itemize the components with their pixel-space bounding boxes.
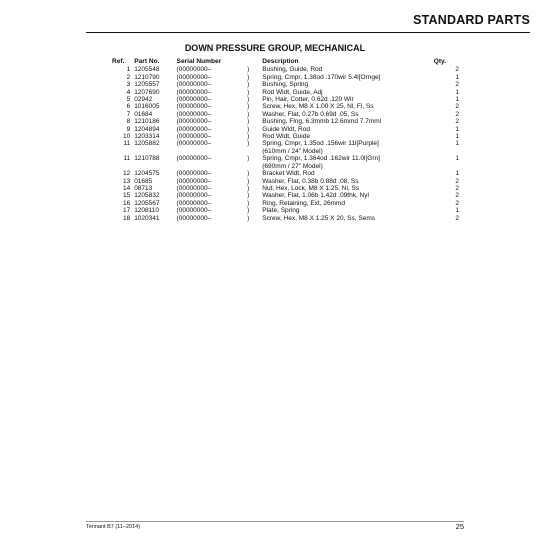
serial-close-paren: ) bbox=[247, 73, 250, 81]
description-cell bbox=[262, 96, 433, 103]
qty-cell: 2 bbox=[455, 177, 459, 185]
table-row bbox=[112, 185, 462, 192]
ref-cell: 7 bbox=[126, 110, 131, 118]
serial-number-cell: (00000000– bbox=[176, 140, 212, 148]
part-number-cell: 1205548 bbox=[134, 66, 160, 74]
ref-cell: 6 bbox=[126, 103, 131, 111]
part-number-cell: 1016005 bbox=[134, 103, 160, 111]
parts-table-body bbox=[112, 66, 462, 222]
col-header-description: Description bbox=[262, 58, 299, 65]
qty-cell: 2 bbox=[455, 81, 459, 89]
parts-table bbox=[112, 58, 462, 222]
qty-cell: 2 bbox=[455, 118, 459, 126]
description-line: Plate, Spring bbox=[262, 207, 300, 215]
description-line: Screw, Hex, M8 X 1.25 X 20, Ss, Sems bbox=[262, 214, 375, 222]
table-row bbox=[112, 140, 462, 155]
serial-close-paren: ) bbox=[247, 140, 250, 148]
serial-number-cell: (00000000– bbox=[176, 155, 212, 163]
description-cell bbox=[262, 103, 433, 110]
qty-cell: 2 bbox=[455, 103, 459, 111]
qty-cell: 2 bbox=[455, 199, 459, 207]
footer-divider bbox=[86, 521, 464, 522]
description-line: Ring, Retaining, Ext, 26mmd bbox=[262, 199, 345, 207]
ref-cell: 14 bbox=[122, 184, 131, 192]
table-row bbox=[112, 103, 462, 110]
col-header-ref: Ref. bbox=[112, 58, 125, 65]
qty-cell: 2 bbox=[455, 110, 459, 118]
part-number-cell: 1204894 bbox=[134, 125, 160, 133]
qty-cell: 1 bbox=[455, 207, 459, 215]
description-line: Rod Wldt, Guide, Adj bbox=[262, 88, 323, 96]
description-cell bbox=[262, 185, 433, 192]
table-row bbox=[112, 74, 462, 81]
serial-number-cell: (00000000– bbox=[176, 103, 212, 111]
table-row bbox=[112, 207, 462, 214]
part-number-cell: 1203314 bbox=[134, 133, 160, 141]
serial-number-cell: (00000000– bbox=[176, 192, 212, 200]
serial-close-paren: ) bbox=[247, 133, 250, 141]
serial-number-cell: (00000000– bbox=[176, 73, 212, 81]
description-line: Spring, Cmpr, 1.38od .170wir 5.4l[Ornge] bbox=[262, 73, 381, 81]
serial-close-paren: ) bbox=[247, 118, 250, 126]
col-header-part-no: Part No. bbox=[134, 58, 160, 65]
serial-close-paren: ) bbox=[247, 177, 250, 185]
description-line: Pin, Hair, Cotter, 0.62d .120 Wir bbox=[262, 96, 354, 104]
part-number-cell: 1210186 bbox=[134, 118, 160, 126]
serial-close-paren: ) bbox=[247, 214, 250, 222]
col-header-spacer bbox=[247, 58, 262, 66]
serial-close-paren: ) bbox=[247, 170, 250, 178]
description-line: Spring, Cmpr, 1.35od .156wir 11l[Purple] bbox=[262, 140, 379, 148]
part-number-cell: 01684 bbox=[134, 110, 153, 118]
description-cell bbox=[262, 89, 433, 96]
serial-close-paren: ) bbox=[247, 207, 250, 215]
serial-number-cell: (00000000– bbox=[176, 214, 212, 222]
qty-cell: 1 bbox=[455, 96, 459, 104]
part-number-cell: 02942 bbox=[134, 96, 153, 104]
section-title: DOWN PRESSURE GROUP, MECHANICAL bbox=[184, 43, 366, 53]
serial-close-paren: ) bbox=[247, 155, 250, 163]
part-number-cell: 1205832 bbox=[134, 192, 160, 200]
description-cell bbox=[262, 192, 433, 199]
ref-cell: 8 bbox=[126, 118, 131, 126]
part-number-cell: 1205557 bbox=[134, 81, 160, 89]
description-line: Washer, Flat, 1.06b 1.42d .09thk, Nyl bbox=[262, 192, 369, 200]
page-header-title: STANDARD PARTS bbox=[413, 13, 530, 27]
table-row bbox=[112, 118, 462, 125]
ref-cell: 18 bbox=[122, 214, 131, 222]
description-cell bbox=[262, 207, 433, 214]
description-line: Washer, Flat, 0.38b 0.88d .08, Ss bbox=[262, 177, 359, 185]
serial-close-paren: ) bbox=[247, 184, 250, 192]
description-line: Washer, Flat, 0.27b 0.69d .05, Ss bbox=[262, 110, 359, 118]
serial-number-cell: (00000000– bbox=[176, 88, 212, 96]
serial-number-cell: (00000000– bbox=[176, 184, 212, 192]
serial-number-cell: (00000000– bbox=[176, 177, 212, 185]
serial-close-paren: ) bbox=[247, 110, 250, 118]
part-number-cell: 1020341 bbox=[134, 214, 160, 222]
qty-cell: 1 bbox=[455, 125, 459, 133]
serial-number-cell: (00000000– bbox=[176, 110, 212, 118]
ref-cell: 13 bbox=[122, 177, 131, 185]
serial-close-paren: ) bbox=[247, 125, 250, 133]
qty-cell: 2 bbox=[455, 192, 459, 200]
serial-number-cell: (00000000– bbox=[176, 66, 212, 74]
serial-close-paren: ) bbox=[247, 199, 250, 207]
description-cell bbox=[262, 200, 433, 207]
description-cell bbox=[262, 81, 433, 88]
ref-cell: 17 bbox=[122, 207, 131, 215]
qty-cell: 2 bbox=[455, 184, 459, 192]
ref-cell: 2 bbox=[126, 73, 131, 81]
ref-cell: 10 bbox=[122, 133, 131, 141]
table-row bbox=[112, 200, 462, 207]
part-number-cell: 1204575 bbox=[134, 170, 160, 178]
description-cell bbox=[262, 178, 433, 185]
table-row bbox=[112, 111, 462, 118]
description-cell bbox=[262, 74, 433, 81]
description-line: Nut, Hex, Lock, M8 X 1.25, Nl, Ss bbox=[262, 184, 360, 192]
description-line: Screw, Hex, M8 X 1.00 X 25, Nl, Fl, Ss bbox=[262, 103, 374, 111]
qty-cell: 1 bbox=[455, 73, 459, 81]
description-cell bbox=[262, 111, 433, 118]
qty-cell: 1 bbox=[455, 170, 459, 178]
table-row bbox=[112, 133, 462, 140]
part-number-cell: 1210790 bbox=[134, 73, 160, 81]
description-line: Guide Wldt, Rod bbox=[262, 125, 310, 133]
serial-number-cell: (00000000– bbox=[176, 133, 212, 141]
serial-number-cell: (00000000– bbox=[176, 207, 212, 215]
ref-cell: 1 bbox=[126, 66, 131, 74]
ref-cell: 15 bbox=[122, 192, 131, 200]
ref-cell: 4 bbox=[126, 88, 131, 96]
serial-close-paren: ) bbox=[247, 66, 250, 74]
part-number-cell: 1205882 bbox=[134, 140, 160, 148]
table-header-row bbox=[112, 58, 462, 66]
part-number-cell: 01685 bbox=[134, 177, 153, 185]
description-line: (690mm / 27" Model) bbox=[262, 162, 323, 170]
part-number-cell: 1208110 bbox=[134, 207, 160, 215]
header-divider bbox=[86, 32, 530, 33]
qty-cell: 1 bbox=[455, 155, 459, 163]
ref-cell: 9 bbox=[126, 125, 131, 133]
description-line: Spring, Cmpr, 1.364od .162wir 11.0l[Grn] bbox=[262, 155, 380, 163]
serial-close-paren: ) bbox=[247, 81, 250, 89]
serial-close-paren: ) bbox=[247, 103, 250, 111]
table-row bbox=[112, 89, 462, 96]
ref-cell: 11 bbox=[123, 140, 131, 148]
table-row bbox=[112, 81, 462, 88]
description-cell bbox=[262, 140, 433, 155]
description-line: Bracket Wldt, Rod bbox=[262, 170, 315, 178]
part-number-cell: 08713 bbox=[134, 184, 153, 192]
description-line: Bushing, Spring bbox=[262, 81, 309, 89]
serial-close-paren: ) bbox=[247, 96, 250, 104]
description-cell bbox=[262, 126, 433, 133]
table-row bbox=[112, 126, 462, 133]
description-cell bbox=[262, 118, 433, 125]
ref-cell: 5 bbox=[126, 96, 131, 104]
qty-cell: 1 bbox=[455, 88, 459, 96]
table-row bbox=[112, 215, 462, 222]
table-row bbox=[112, 178, 462, 185]
qty-cell: 2 bbox=[455, 66, 459, 74]
description-cell bbox=[262, 155, 433, 170]
description-cell bbox=[262, 66, 433, 73]
part-number-cell: 1210788 bbox=[134, 155, 160, 163]
serial-close-paren: ) bbox=[247, 88, 250, 96]
table-row bbox=[112, 170, 462, 177]
serial-number-cell: (00000000– bbox=[176, 96, 212, 104]
table-row bbox=[112, 96, 462, 103]
serial-number-cell: (00000000– bbox=[176, 81, 212, 89]
ref-cell: 11 bbox=[123, 155, 131, 163]
description-cell bbox=[262, 133, 433, 140]
description-cell bbox=[262, 170, 433, 177]
footer-document-id: Tennant B7 (11–2014) bbox=[86, 524, 141, 530]
table-row bbox=[112, 66, 462, 73]
description-line: (610mm / 24" Model) bbox=[262, 147, 323, 155]
serial-number-cell: (00000000– bbox=[176, 199, 212, 207]
description-cell bbox=[262, 215, 433, 222]
qty-cell: 2 bbox=[455, 214, 459, 222]
serial-number-cell: (00000000– bbox=[176, 118, 212, 126]
ref-cell: 16 bbox=[122, 199, 131, 207]
col-header-serial-number: Serial Number bbox=[176, 58, 222, 65]
qty-cell: 1 bbox=[455, 133, 459, 141]
ref-cell: 3 bbox=[126, 81, 131, 89]
description-line: Bushing, Flng, 6.3mmb 12.6mmd 7.7mml bbox=[262, 118, 382, 126]
serial-number-cell: (00000000– bbox=[176, 170, 212, 178]
part-number-cell: 1207690 bbox=[134, 88, 160, 96]
part-number-cell: 1205567 bbox=[134, 199, 160, 207]
table-row bbox=[112, 192, 462, 199]
col-header-qty: Qty. bbox=[433, 58, 447, 65]
qty-cell: 1 bbox=[455, 140, 459, 148]
table-row bbox=[112, 155, 462, 170]
description-line: Bushing, Guide, Rod bbox=[262, 66, 323, 74]
page-number: 25 bbox=[455, 522, 464, 531]
serial-close-paren: ) bbox=[247, 192, 250, 200]
description-line: Rod Wldt, Guide bbox=[262, 133, 310, 141]
ref-cell: 12 bbox=[122, 170, 131, 178]
serial-number-cell: (00000000– bbox=[176, 125, 212, 133]
